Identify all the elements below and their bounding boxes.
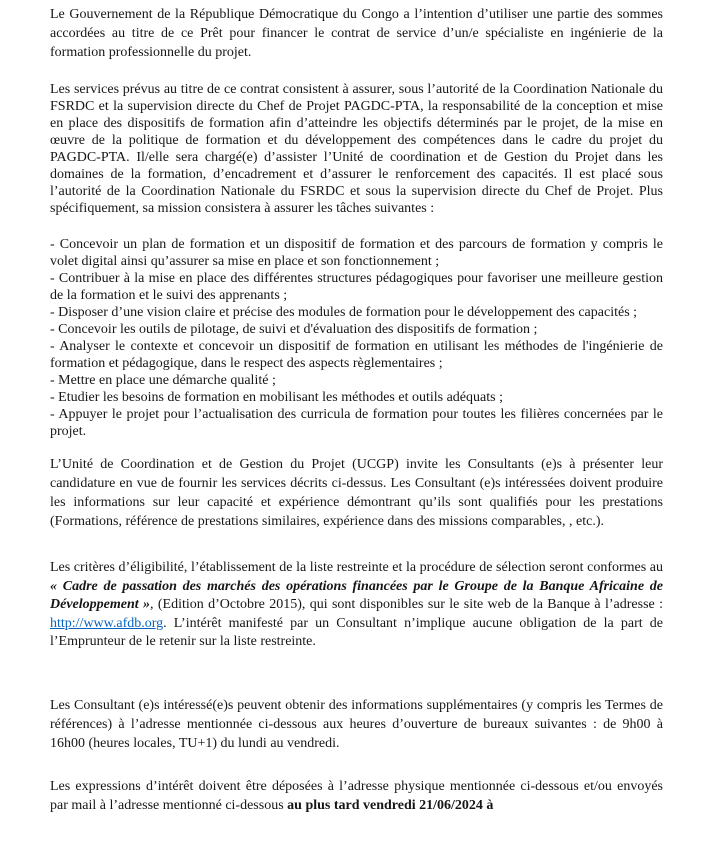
task-item: - Etudier les besoins de formation en mobilisant les méthodes et outils adéquats ; (50, 390, 503, 405)
paragraph-intro: Le Gouvernement de la République Démocratique du Congo a l’intention d’utiliser une partie des sommes accordées au titre de ce Prêt pour financer le contrat de service d’un/e spécialiste en ingénierie de la formation professionnelle du projet. (50, 7, 663, 60)
task-item: - Appuyer le projet pour l’actualisation des curricula de formation pour toutes les filières concernées par le projet. (50, 407, 663, 439)
task-item: - Concevoir les outils de pilotage, de suivi et d'évaluation des dispositifs de formation ; (50, 322, 538, 337)
task-item: - Disposer d’une vision claire et précise des modules de formation pour le développement des capacités ; (50, 305, 638, 320)
paragraph-selection-criteria (50, 559, 663, 652)
task-list (50, 236, 663, 440)
submission-deadline: au plus tard vendredi 21/06/2024 à (287, 797, 494, 813)
procurement-framework-title: « Cadre de passation des marchés des opérations financées par le Groupe de la Banque Africaine de Développement » (50, 578, 663, 612)
paragraph-submission (50, 777, 663, 815)
selection-criteria-middle: , (Edition d’Octobre 2015), qui sont disponibles sur le site web de la Banque à l’adresse : (150, 597, 663, 612)
paragraph-additional-info: Les Consultant (e)s intéressé(e)s peuvent obtenir des informations supplémentaires (y compris les Termes de références) à l’adresse mentionnée ci-dessous aux heures d’ouverture de bureaux suivantes : de 9h00 à 16h00 (heures locales, TU+1) du lundi au vendredi. (50, 697, 663, 751)
selection-criteria-tail: . L’intérêt manifesté par un Consultant n’implique aucune obligation de la part de l’Emprunteur de le retenir sur la liste restreinte. (50, 615, 663, 649)
paragraph-ucgp-invitation: L’Unité de Coordination et de Gestion du Projet (UCGP) invite les Consultants (e)s à présenter leur candidature en vue de fournir les services décrits ci-dessus. Les Consultant (e)s intéressées doivent produire les informations sur leur capacité et expérience démontrant qu’ils sont qualifiés pour les prestations (Formations, référence de prestations similaires, expérience dans des missions comparables, , etc.). (50, 457, 663, 529)
paragraph-services: Les services prévus au titre de ce contrat consistent à assurer, sous l’autorité de la Coordination Nationale du FSRDC et la supervision directe du Chef de Projet PAGDC-PTA, la responsabilité de la conception et mise en place des dispositifs de formation afin d’atteindre les objectifs déterminés par le projet, de la mise en œuvre de la politique de formation et du développement des compétences dans le cadre du projet du PAGDC-PTA. Il/elle sera chargé(e) d’assister l’Unité de coordination et de Gestion du Projet dans les domaines de la formation, d’encadrement et d’assurer le renforcement des capacités. Il est placé sous l’autorité de la Coordination Nationale du FSRDC et sous la supervision directe du Chef de Projet. Plus spécifiquement, sa mission consistera à assurer les tâches suivantes : (50, 82, 663, 216)
selection-criteria-lead: Les critères d’éligibilité, l’établissement de la liste restreinte et la procédure de sélection seront conformes au (50, 560, 663, 575)
task-item: - Concevoir un plan de formation et un dispositif de formation et des parcours de formation y compris le volet digital ainsi qu’assurer sa mise en place et son fonctionnement ; (50, 237, 663, 269)
task-item: - Analyser le contexte et concevoir un dispositif de formation en utilisant les méthodes de l'ingénierie de formation et pédagogique, dans le respect des aspects règlementaires ; (50, 339, 663, 371)
task-item: - Contribuer à la mise en place des différentes structures pédagogiques pour favoriser une meilleure gestion de la formation et le suivi des apprenants ; (50, 271, 663, 303)
afdb-website-link[interactable]: http://www.afdb.org (50, 615, 164, 631)
task-item: - Mettre en place une démarche qualité ; (50, 373, 276, 388)
submission-lead: Les expressions d’intérêt doivent être déposées à l’adresse physique mentionnée ci-dessous et/ou envoyés par mail à l’adresse mentionné ci-dessous (50, 778, 663, 813)
